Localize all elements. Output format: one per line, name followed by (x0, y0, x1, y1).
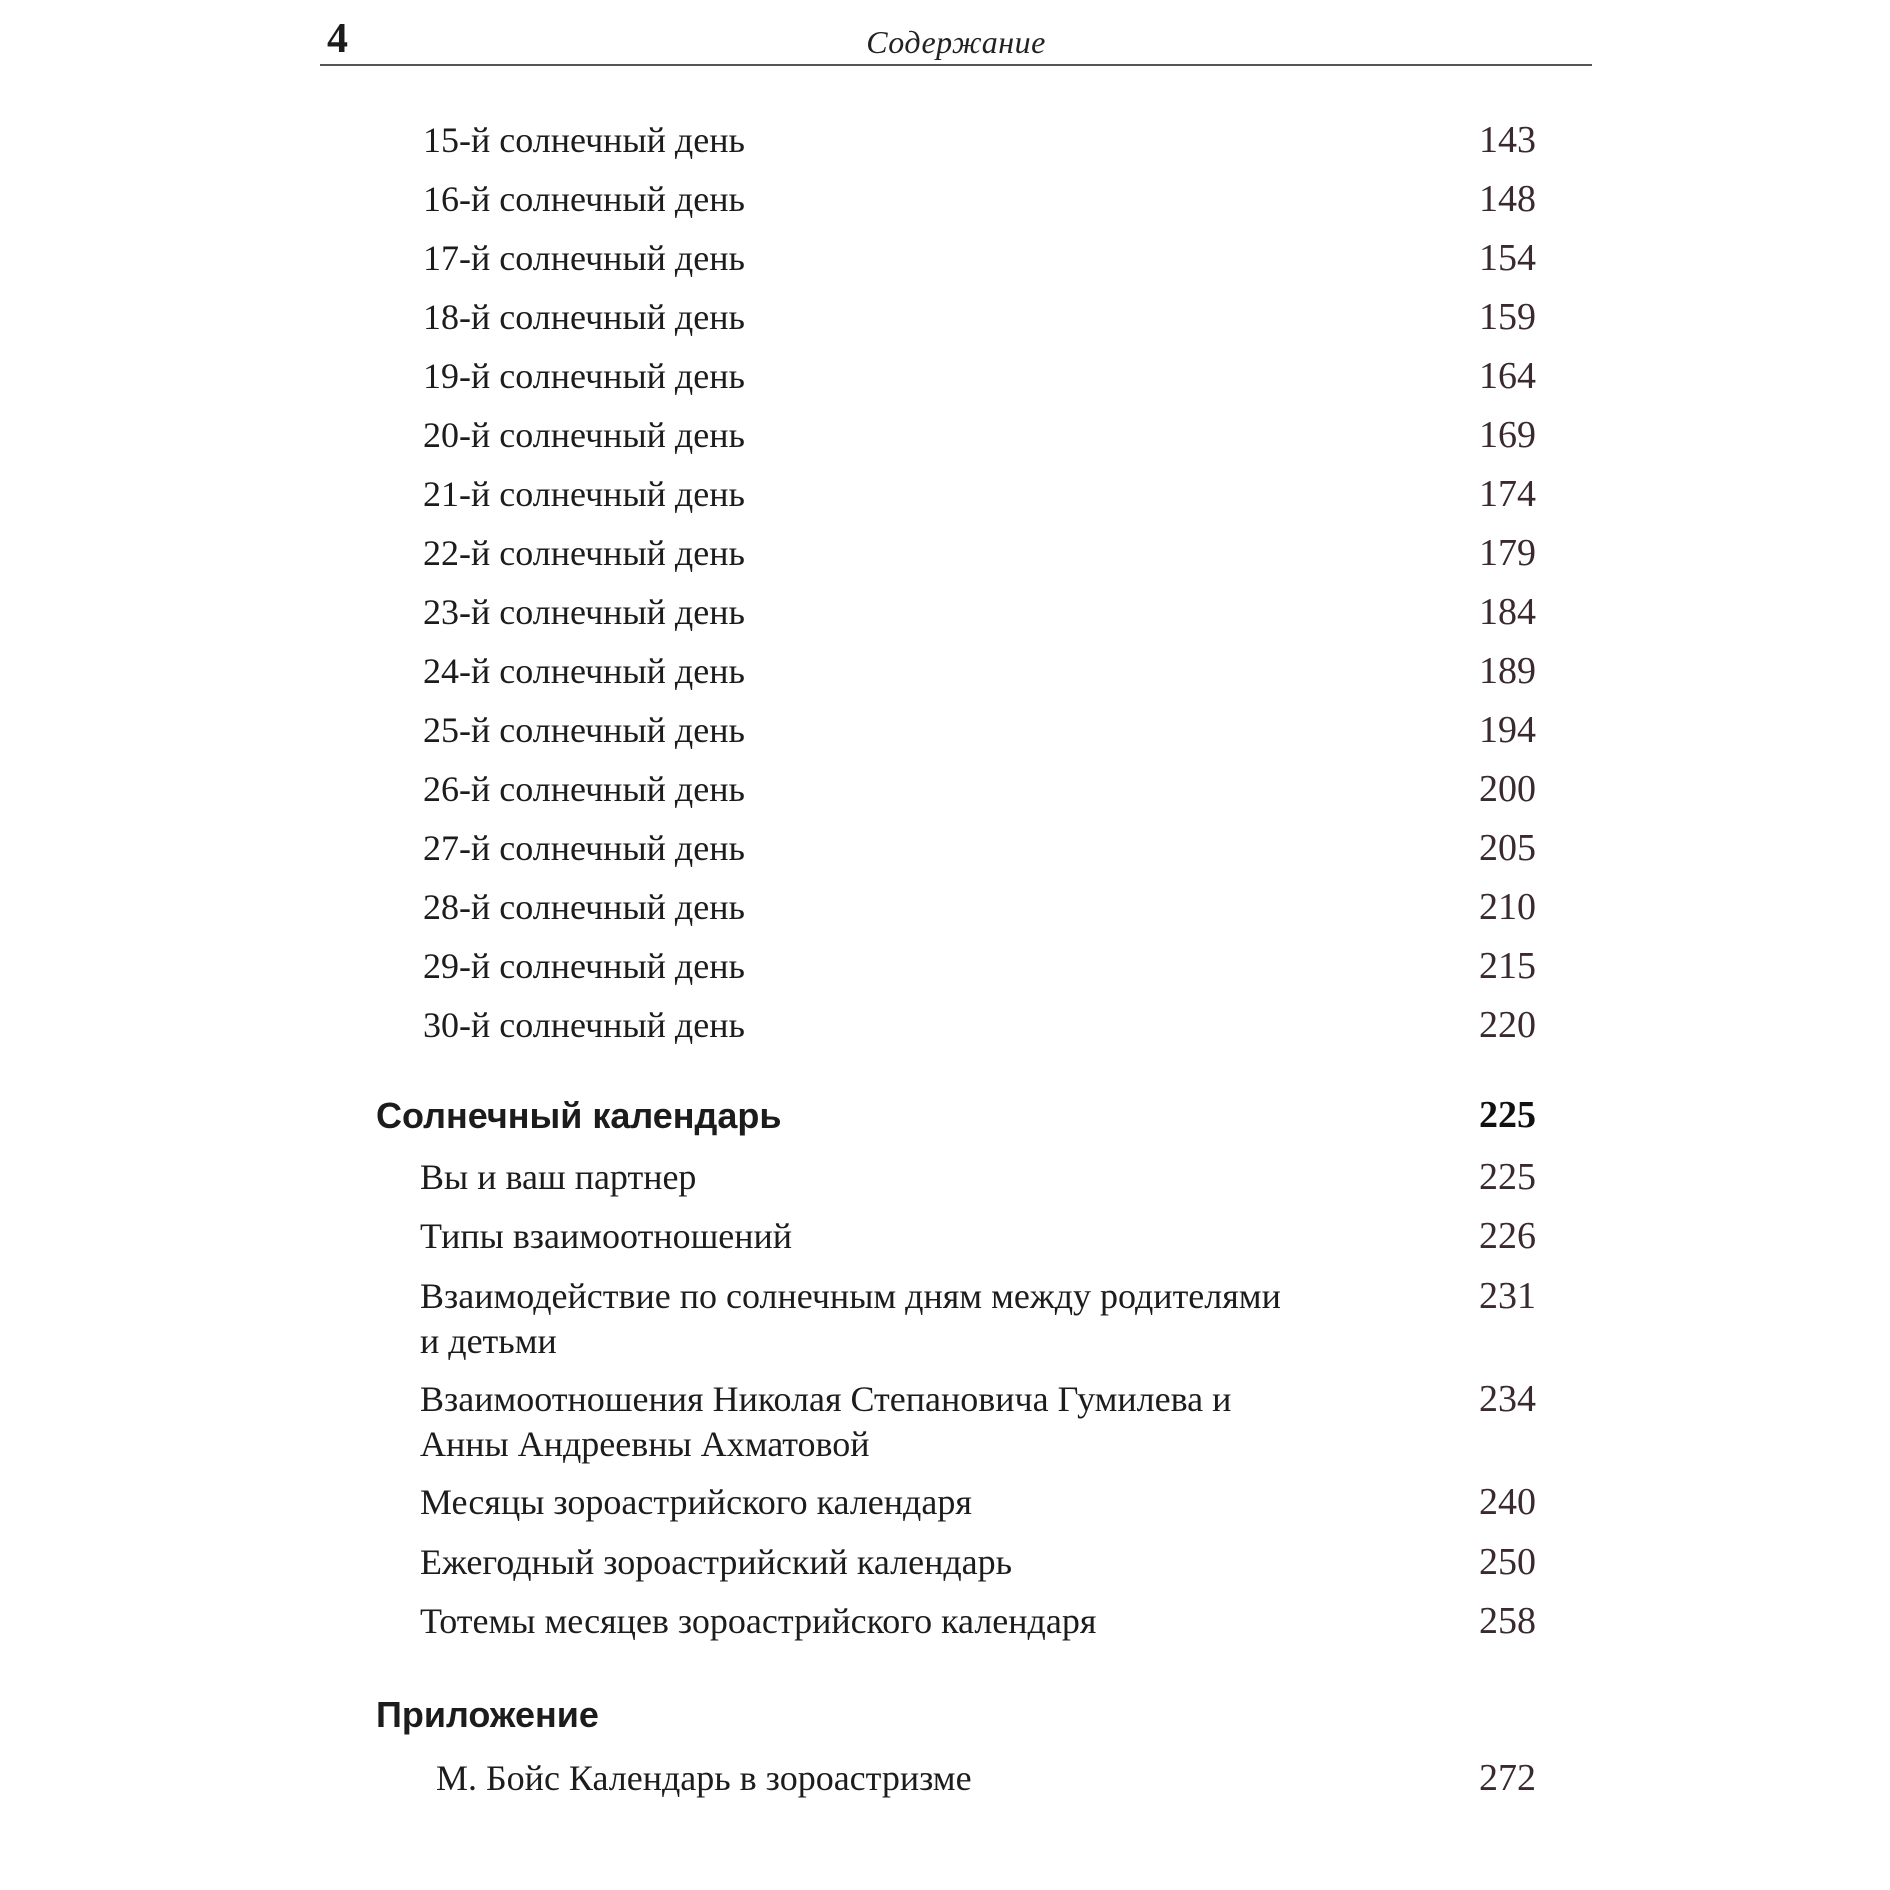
toc-entry-title: 29-й солнечный день (423, 946, 745, 986)
toc-entry-page: 148 (1479, 178, 1536, 220)
section-title: Приложение (376, 1694, 599, 1735)
toc-entry-title: Типы взаимоотношений (420, 1216, 793, 1256)
toc-entry-page: 215 (1479, 945, 1536, 987)
toc-entry-page: 159 (1479, 296, 1536, 338)
toc-entry-page: 272 (1479, 1757, 1536, 1799)
toc-entry-title-line2: и детьми (420, 1321, 557, 1361)
toc-entry-title: 18-й солнечный день (423, 297, 745, 337)
toc-entry-title-line2: Анны Андреевны Ахматовой (420, 1424, 870, 1464)
toc-entry-page: 205 (1479, 827, 1536, 869)
toc-entry-page: 164 (1479, 355, 1536, 397)
toc-entry-page: 143 (1479, 119, 1536, 161)
toc-entry-page: 226 (1479, 1215, 1536, 1257)
toc-entry-page: 220 (1479, 1004, 1536, 1046)
toc-entry-page: 154 (1479, 237, 1536, 279)
running-head: Содержание (866, 24, 1046, 60)
toc-entry-page: 200 (1479, 768, 1536, 810)
toc-entry-page: 250 (1479, 1541, 1536, 1583)
toc-entry-page: 234 (1479, 1378, 1536, 1420)
toc-entry-title: 15-й солнечный день (423, 120, 745, 160)
toc-entry-title: Месяцы зороастрийского календаря (420, 1482, 972, 1522)
section-page: 225 (1479, 1094, 1536, 1136)
toc-entry-title: 26-й солнечный день (423, 769, 745, 809)
toc-entry-title: 16-й солнечный день (423, 179, 745, 219)
toc-entry-title: 22-й солнечный день (423, 533, 745, 573)
toc-entry-page: 189 (1479, 650, 1536, 692)
toc-entry-title: Вы и ваш партнер (420, 1157, 697, 1197)
toc-entry-title: Ежегодный зороастрийский календарь (420, 1542, 1013, 1582)
section-title: Солнечный календарь (376, 1095, 782, 1136)
toc-entry-page: 231 (1479, 1275, 1536, 1317)
toc-entry-title: М. Бойс Календарь в зороастризме (436, 1758, 972, 1798)
toc-entry-page: 184 (1479, 591, 1536, 633)
toc-entry-page: 210 (1479, 886, 1536, 928)
toc-entry-title: 20-й солнечный день (423, 415, 745, 455)
toc-entry-title: 27-й солнечный день (423, 828, 745, 868)
toc-entry-page: 240 (1479, 1481, 1536, 1523)
toc-entry-title: 21-й солнечный день (423, 474, 745, 514)
toc-entry-title: 19-й солнечный день (423, 356, 745, 396)
toc-entry-title: 28-й солнечный день (423, 887, 745, 927)
toc-entry-title: 24-й солнечный день (423, 651, 745, 691)
toc-entry-page: 174 (1479, 473, 1536, 515)
page-number: 4 (327, 16, 348, 62)
toc-entry-page: 179 (1479, 532, 1536, 574)
toc-entry-title: 30-й солнечный день (423, 1005, 745, 1045)
toc-entry-page: 225 (1479, 1156, 1536, 1198)
toc-entry-title: 17-й солнечный день (423, 238, 745, 278)
toc-entry-title: 25-й солнечный день (423, 710, 745, 750)
toc-entry-title: 23-й солнечный день (423, 592, 745, 632)
toc-entry-title-line1: Взаимоотношения Николая Степановича Гумилева и (420, 1379, 1232, 1419)
toc-entry-title: Тотемы месяцев зороастрийского календаря (420, 1601, 1097, 1641)
toc-entry-page: 258 (1479, 1600, 1536, 1642)
toc-entry-title-line1: Взаимодействие по солнечным дням между родителями (420, 1276, 1281, 1316)
toc-entry-page: 194 (1479, 709, 1536, 751)
toc-entry-page: 169 (1479, 414, 1536, 456)
